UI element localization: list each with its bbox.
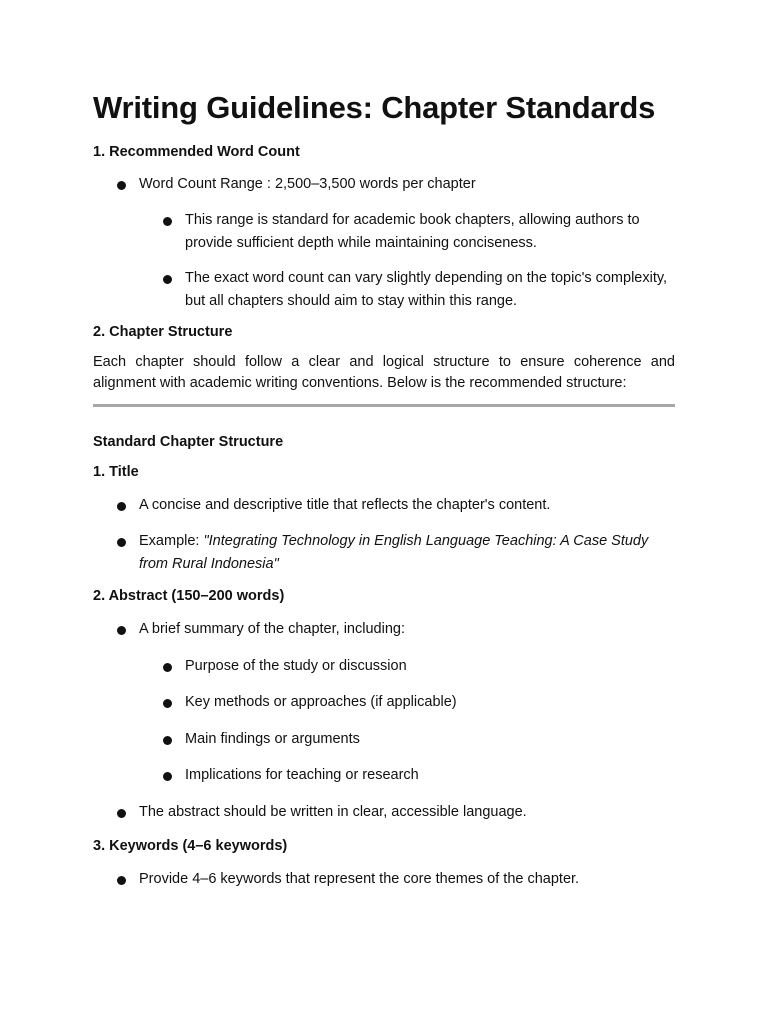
bullet-icon: [163, 217, 172, 226]
list-item: [185, 691, 675, 714]
list-item: [139, 618, 675, 641]
paragraph: Each chapter should follow a clear and logical structure to ensure coherence and alignment with academic writing conventions. Below is the recommended structure:: [93, 354, 675, 391]
subheading-standard-structure: Standard Chapter Structure: [93, 434, 284, 450]
list-item: [185, 764, 675, 787]
list-item: [185, 209, 675, 255]
bullet-icon: [117, 809, 126, 818]
bullet-icon: [117, 181, 126, 190]
list-item-text: Key methods or approaches (if applicable): [185, 694, 457, 710]
example-prefix: Example:: [139, 533, 204, 549]
section-heading-title: 1. Title: [93, 464, 139, 480]
horizontal-divider: [93, 404, 675, 407]
section-heading-chapter-structure: 2. Chapter Structure: [93, 324, 233, 340]
section-heading-abstract: 2. Abstract (150–200 words): [93, 588, 285, 604]
list-item: [139, 801, 675, 824]
bullet-icon: [117, 538, 126, 547]
list-item-text: A brief summary of the chapter, including:: [139, 621, 405, 637]
list-item-text: Main findings or arguments: [185, 731, 360, 747]
document-title: Writing Guidelines: Chapter Standards: [93, 90, 656, 125]
list-item: [185, 655, 675, 678]
list-item-text: The exact word count can vary slightly depending on the topic's complexity, but all chapters should aim to stay within this range.: [185, 270, 668, 309]
list-item-text: A concise and descriptive title that reflects the chapter's content.: [139, 497, 551, 513]
section-heading-keywords: 3. Keywords (4–6 keywords): [93, 838, 288, 854]
list-item: [185, 267, 675, 313]
list-item-text: Word Count Range : 2,500–3,500 words per chapter: [139, 176, 476, 192]
list-item: [185, 728, 675, 751]
list-item: [139, 494, 675, 517]
bullet-icon: [163, 736, 172, 745]
section-heading-word-count: 1. Recommended Word Count: [93, 144, 300, 160]
example-title: "Integrating Technology in English Language Teaching: A Case Study from Rural Indonesia": [139, 533, 649, 572]
list-item-text: This range is standard for academic book chapters, allowing authors to provide sufficient depth while maintaining conciseness.: [185, 212, 640, 251]
list-item-text: The abstract should be written in clear, accessible language.: [139, 804, 527, 820]
bullet-icon: [163, 275, 172, 284]
list-item: [139, 868, 675, 891]
list-item-text: Implications for teaching or research: [185, 767, 419, 783]
list-item-text: Provide 4–6 keywords that represent the core themes of the chapter.: [139, 871, 580, 887]
list-item: [139, 530, 675, 576]
list-item-text: Purpose of the study or discussion: [185, 658, 407, 674]
bullet-icon: [117, 876, 126, 885]
bullet-icon: [117, 626, 126, 635]
bullet-icon: [163, 772, 172, 781]
bullet-icon: [163, 699, 172, 708]
bullet-icon: [163, 663, 172, 672]
list-item: [139, 173, 675, 196]
bullet-icon: [117, 502, 126, 511]
document-page: [93, 0, 675, 1024]
